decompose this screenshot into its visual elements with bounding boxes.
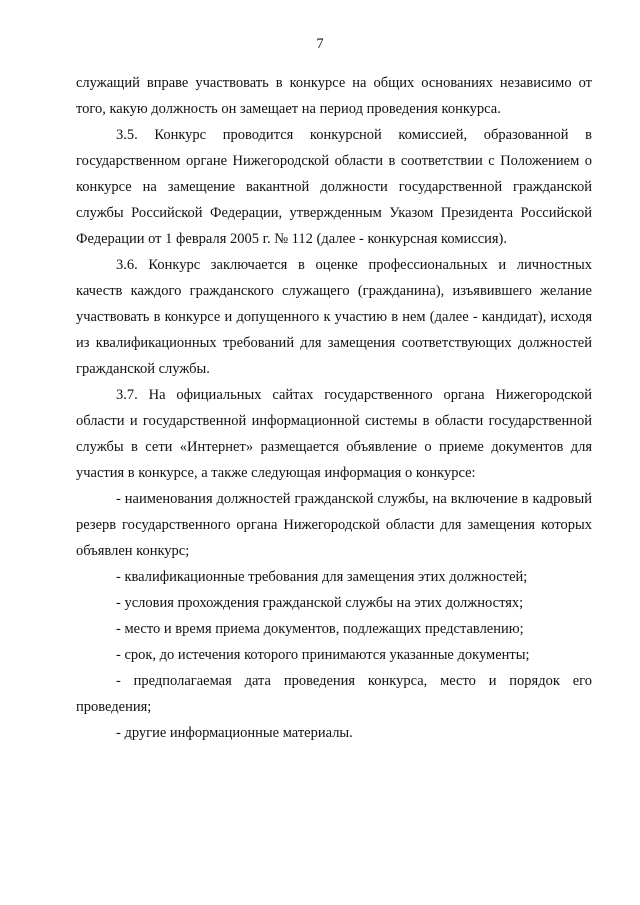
list-item: - предполагаемая дата проведения конкурса, место и порядок его проведения; — [76, 673, 592, 715]
paragraph-3-5: 3.5. Конкурс проводится конкурсной комиссией, образованной в государственном органе Нижегородской области в соответствии с Положением о конкурсе на замещение вакантной должности государственной гражданской службы Российской Федерации, утвержденным Указом Президента Российской Федерации от 1 февраля 2005 г. № 112 (далее - конкурсная комиссия). — [76, 127, 592, 247]
list-item: - другие информационные материалы. — [116, 725, 353, 741]
page-number: 7 — [316, 36, 324, 52]
list-item: - квалификационные требования для замещения этих должностей; — [116, 569, 528, 585]
document-body — [76, 70, 592, 746]
paragraph-3-6: 3.6. Конкурс заключается в оценке профессиональных и личностных качеств каждого гражданского служащего (гражданина), изъявившего желание участвовать в конкурсе и допущенного к участию в нем (далее - кандидат), исходя из квалификационных требований для замещения соответствующих должностей гражданской службы. — [76, 257, 592, 377]
list-item: - условия прохождения гражданской службы на этих должностях; — [116, 595, 524, 611]
list-item: - срок, до истечения которого принимаются указанные документы; — [116, 647, 530, 663]
list-item: - место и время приема документов, подлежащих представлению; — [116, 621, 524, 637]
list-item: - наименования должностей гражданской службы, на включение в кадровый резерв государственного органа Нижегородской области для замещения которых объявлен конкурс; — [76, 491, 592, 559]
paragraph-continuation: служащий вправе участвовать в конкурсе на общих основаниях независимо от того, какую должность он замещает на период проведения конкурса. — [76, 75, 592, 117]
paragraph-3-7: 3.7. На официальных сайтах государственного органа Нижегородской области и государственной информационной системы в области государственной службы в сети «Интернет» размещается объявление о приеме документов для участия в конкурсе, а также следующая информация о конкурсе: — [76, 387, 592, 481]
